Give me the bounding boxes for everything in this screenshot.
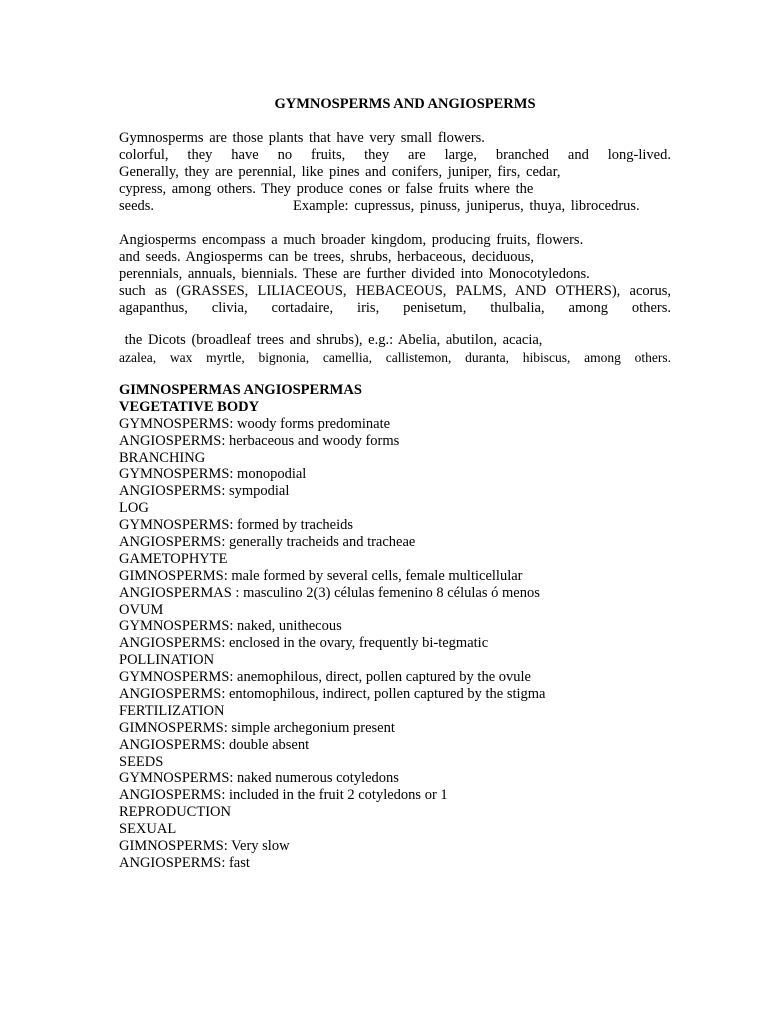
comparison-line: GIMNOSPERMS: Very slow <box>119 838 290 855</box>
example-text: Example: cupressus, pinuss, juniperus, thuya, librocedrus. <box>293 198 640 214</box>
paragraph-line: azalea, wax myrtle, bignonia, camellia, callistemon, duranta, hibiscus, among others. <box>119 350 671 365</box>
paragraph-line: Generally, they are perennial, like pines and conifers, juniper, firs, cedar, <box>119 164 561 180</box>
document-title: GYMNOSPERMS AND ANGIOSPERMS <box>274 96 536 112</box>
dicots-paragraph <box>119 332 671 366</box>
comparison-heading: GIMNOSPERMAS ANGIOSPERMAS <box>119 382 362 398</box>
comparison-line: POLLINATION <box>119 652 215 669</box>
comparison-line: ANGIOSPERMS: double absent <box>119 736 310 753</box>
comparison-line: GAMETOPHYTE <box>119 550 228 567</box>
comparison-line: ANGIOSPERMS: herbaceous and woody forms <box>119 432 400 449</box>
comparison-line: ANGIOSPERMAS : masculino 2(3) células femenino 8 células ó menos <box>119 584 540 601</box>
paragraph-line: perennials, annuals, biennials. These are further divided into Monocotyledons. <box>119 266 590 282</box>
comparison-line: ANGIOSPERMS: entomophilous, indirect, pollen captured by the stigma <box>119 686 546 703</box>
comparison-line: GYMNOSPERMS: woody forms predominate <box>119 415 391 432</box>
paragraph-line: cypress, among others. They produce cones or false fruits where the <box>119 181 534 197</box>
comparison-line: SEXUAL <box>119 821 177 838</box>
paragraph-line: the Dicots (broadleaf trees and shrubs), e.g.: Abelia, abutilon, acacia, <box>119 332 543 348</box>
comparison-line: LOG <box>119 500 149 517</box>
comparison-line: GYMNOSPERMS: monopodial <box>119 466 307 483</box>
seeds-word: seeds. <box>119 198 155 214</box>
paragraph-line: Gymnosperms are those plants that have very small flowers. <box>119 130 485 146</box>
comparison-line: SEEDS <box>119 753 164 770</box>
gymnosperms-intro-paragraph <box>119 130 671 215</box>
comparison-line: ANGIOSPERMS: fast <box>119 854 250 871</box>
comparison-line: FERTILIZATION <box>119 702 225 719</box>
comparison-line: GYMNOSPERMS: anemophilous, direct, pollen captured by the ovule <box>119 669 531 686</box>
paragraph-line: and seeds. Angiosperms can be trees, shrubs, herbaceous, deciduous, <box>119 249 535 265</box>
angiosperms-intro-paragraph <box>119 232 671 317</box>
comparison-line: GIMNOSPERMS: simple archegonium present <box>119 719 395 736</box>
comparison-line: ANGIOSPERMS: included in the fruit 2 cotyledons or 1 <box>119 787 448 804</box>
comparison-line: GYMNOSPERMS: formed by tracheids <box>119 517 354 534</box>
comparison-line: ANGIOSPERMS: generally tracheids and tracheae <box>119 534 416 551</box>
comparison-line: ANGIOSPERMS: enclosed in the ovary, frequently bi-tegmatic <box>119 635 489 652</box>
comparison-line: GYMNOSPERMS: naked, unithecous <box>119 618 342 635</box>
comparison-line: GIMNOSPERMS: male formed by several cells, female multicellular <box>119 567 523 584</box>
comparison-line: GYMNOSPERMS: naked numerous cotyledons <box>119 770 399 787</box>
comparison-line: BRANCHING <box>119 449 206 466</box>
comparison-line: ANGIOSPERMS: sympodial <box>119 483 290 500</box>
example-line <box>119 198 671 215</box>
comparison-heading: VEGETATIVE BODY <box>119 398 260 415</box>
paragraph-line: Angiosperms encompass a much broader kingdom, producing fruits, flowers. <box>119 232 584 248</box>
comparison-line: REPRODUCTION <box>119 804 231 821</box>
paragraph-line: colorful, they have no fruits, they are large, branched and long-lived. <box>119 147 671 163</box>
comparison-line: OVUM <box>119 601 164 618</box>
comparison-list <box>119 382 719 872</box>
paragraph-line: agapanthus, clivia, cortadaire, iris, penisetum, thulbalia, among others. <box>119 300 671 316</box>
paragraph-line: such as (GRASSES, LILIACEOUS, HEBACEOUS, PALMS, AND OTHERS), acorus, <box>119 283 671 299</box>
